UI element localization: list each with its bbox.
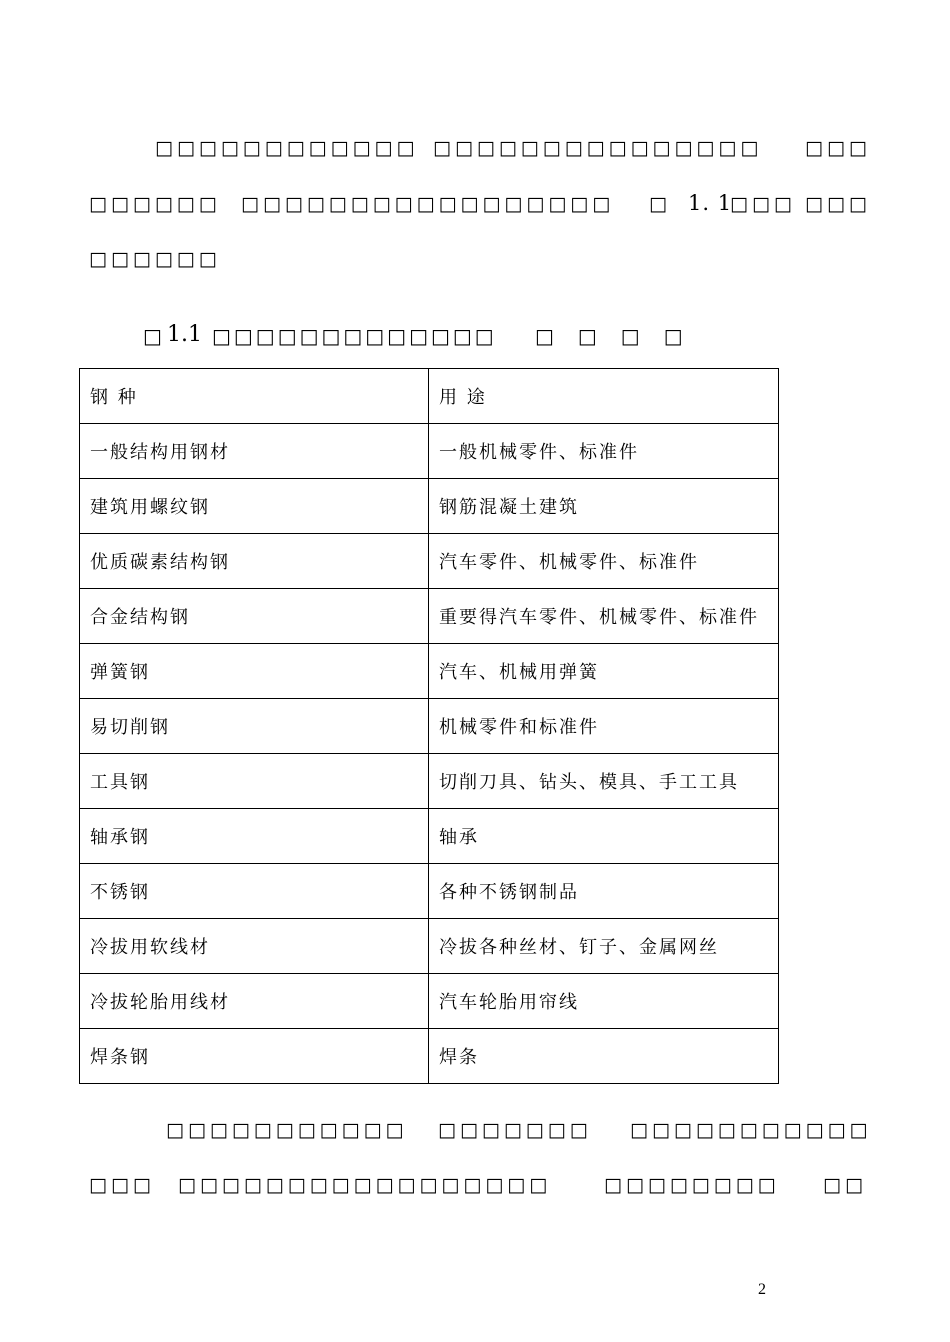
cell-usage: 汽车零件、机械零件、标准件	[429, 534, 779, 589]
cell-usage: 汽车、机械用弹簧	[429, 644, 779, 699]
page-number: 2	[758, 1281, 766, 1298]
table-row	[80, 754, 779, 809]
cell-steel-type: 冷拔轮胎用线材	[80, 974, 429, 1029]
text-fragment: □□□□□□	[89, 248, 221, 270]
text-fragment: □□	[823, 1174, 867, 1196]
table-row	[80, 644, 779, 699]
table-row	[80, 1029, 779, 1084]
text-fragment: □□□□□□□□□□□	[630, 1119, 872, 1141]
text-fragment: □□□□□□□	[438, 1119, 592, 1141]
cell-steel-type: 优质碳素结构钢	[80, 534, 429, 589]
cell-usage: 各种不锈钢制品	[429, 864, 779, 919]
table-row	[80, 809, 779, 864]
caption-number: 1.1	[167, 322, 202, 347]
table-row	[80, 919, 779, 974]
header-steel-type: 钢 种	[80, 369, 429, 424]
table-row	[80, 534, 779, 589]
cell-usage: 轴承	[429, 809, 779, 864]
steel-usage-table	[79, 368, 779, 1084]
caption-title: □□□□□□□□□□□□□	[212, 324, 497, 348]
table-row	[80, 479, 779, 534]
cell-steel-type: 工具钢	[80, 754, 429, 809]
table-row	[80, 699, 779, 754]
text-fragment: □□□□□□□□□□□□□□□	[433, 137, 763, 159]
cell-steel-type: 一般结构用钢材	[80, 424, 429, 479]
cell-usage: 一般机械零件、标准件	[429, 424, 779, 479]
text-fragment: □□□□□□□□□□□□□□□□□	[241, 193, 615, 215]
cell-usage: 汽车轮胎用帘线	[429, 974, 779, 1029]
text-fragment: □□□□□□	[89, 193, 221, 215]
text-fragment: □□□□□□□□	[604, 1174, 780, 1196]
cell-usage: 切削刀具、钻头、模具、手工工具	[429, 754, 779, 809]
text-fragment: □□□□□□□□□□□□	[155, 137, 419, 159]
text-fragment: □□□	[805, 137, 871, 159]
text-fragment: □□□	[805, 193, 871, 215]
cell-steel-type: 焊条钢	[80, 1029, 429, 1084]
table-header-row	[80, 369, 779, 424]
text-fragment: □□□□□□□□□□□	[166, 1119, 408, 1141]
cell-usage: 机械零件和标准件	[429, 699, 779, 754]
cell-usage: 重要得汽车零件、机械零件、标准件	[429, 589, 779, 644]
header-usage: 用 途	[429, 369, 779, 424]
table-reference-number: 1. 1	[688, 191, 733, 215]
text-fragment: □□□	[730, 193, 796, 215]
cell-steel-type: 合金结构钢	[80, 589, 429, 644]
text-fragment: □	[649, 193, 671, 215]
cell-steel-type: 冷拔用软线材	[80, 919, 429, 974]
table-row	[80, 974, 779, 1029]
caption-tail: □□□□	[535, 324, 707, 348]
text-fragment: □□□□□□□□□□□□□□□□□	[178, 1174, 552, 1196]
cell-steel-type: 轴承钢	[80, 809, 429, 864]
cell-steel-type: 建筑用螺纹钢	[80, 479, 429, 534]
cell-usage: 钢筋混凝土建筑	[429, 479, 779, 534]
table-row	[80, 864, 779, 919]
caption-prefix: □	[143, 324, 162, 348]
cell-steel-type: 不锈钢	[80, 864, 429, 919]
cell-steel-type: 弹簧钢	[80, 644, 429, 699]
cell-usage: 焊条	[429, 1029, 779, 1084]
cell-usage: 冷拔各种丝材、钉子、金属网丝	[429, 919, 779, 974]
text-fragment: □□□	[89, 1174, 155, 1196]
table-row	[80, 589, 779, 644]
table-row	[80, 424, 779, 479]
cell-steel-type: 易切削钢	[80, 699, 429, 754]
